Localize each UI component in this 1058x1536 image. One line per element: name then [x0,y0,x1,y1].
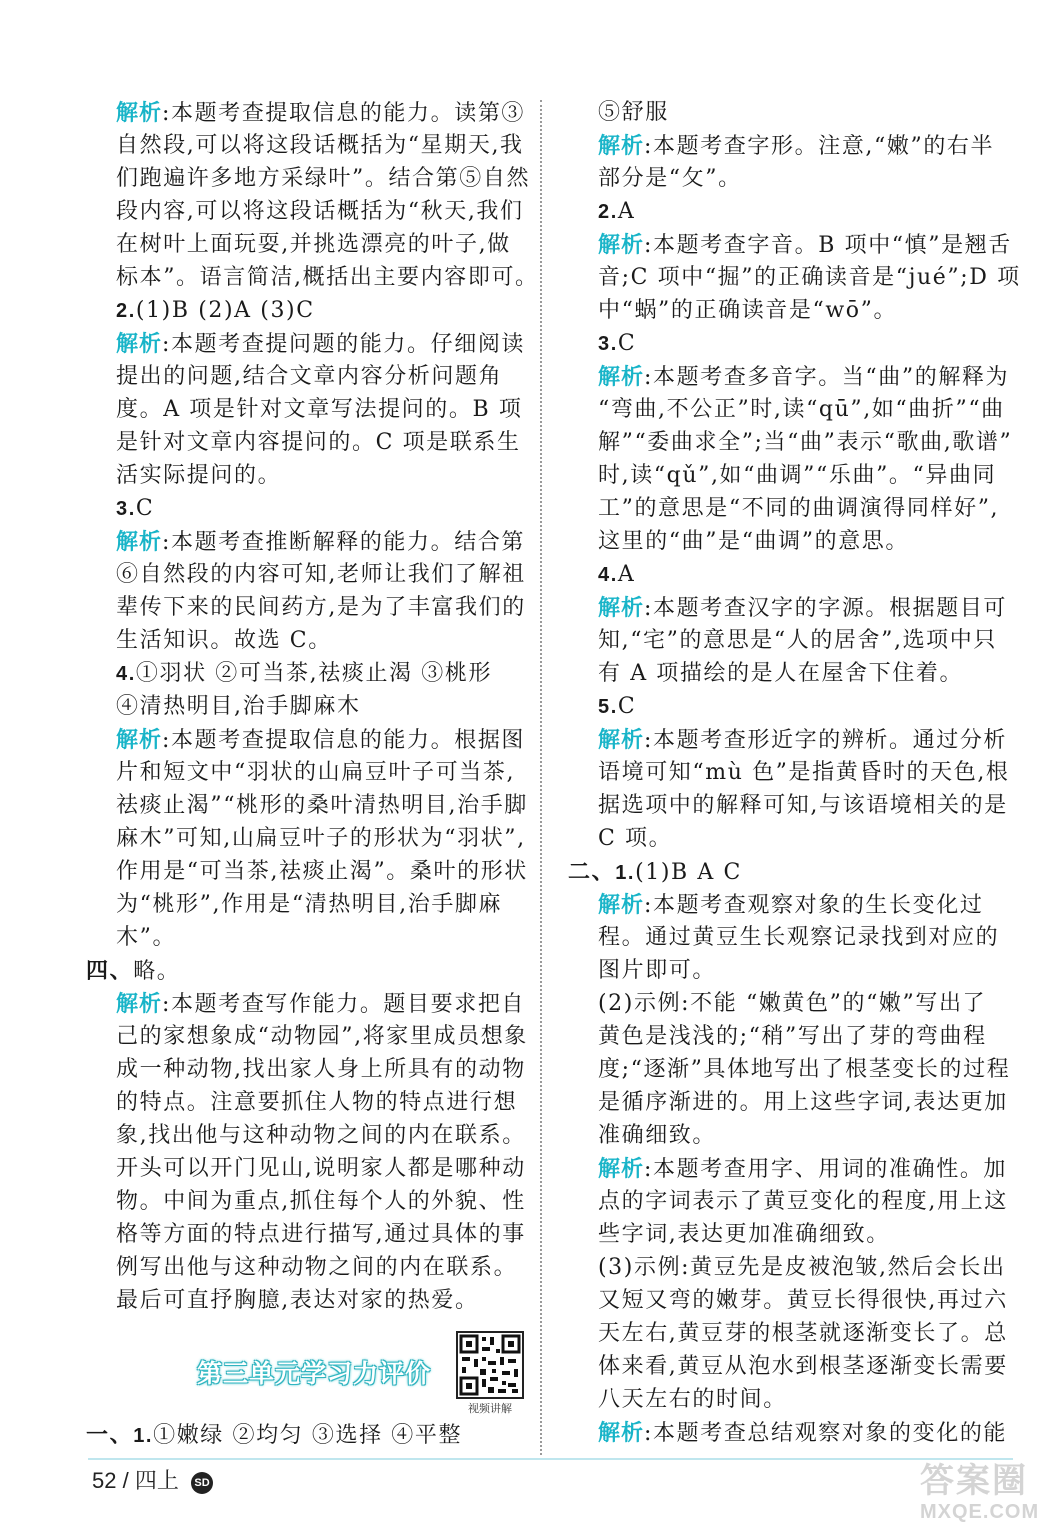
line-text: A [617,199,636,224]
section-number: 四、 [86,958,134,983]
analysis-keyword: 解析 [116,727,163,752]
analysis-keyword: 解析 [116,991,163,1016]
text-line [116,426,526,459]
analysis-keyword: 解析 [116,331,163,356]
text-line [598,1416,1010,1449]
line-text: 是针对文章内容提问的。C 项是联系生 [116,430,521,455]
text-line [598,195,1010,228]
text-line [116,1251,526,1284]
text-line [598,987,1010,1020]
line-text: 象,找出他与这种动物之间的内在联系。 [116,1123,526,1148]
text-line [116,129,526,162]
answer-number: 3. [116,498,136,520]
line-text: C 项。 [598,826,673,851]
line-text: ⑤舒服 [598,100,669,125]
line-text: :本题考查形近字的辨析。通过分析 [644,728,1008,753]
text-line [116,855,526,888]
text-line [568,855,1010,888]
line-text: 自然段,可以将这段话概括为“星期天,我 [116,133,524,158]
text-line [598,129,1010,162]
text-line [116,195,526,228]
line-text: 黄色是浅浅的;“稍”写出了芽的弯曲程 [598,1024,987,1049]
line-text: 己的家想象成“动物园”,将家里成员想象 [116,1024,528,1049]
line-text: 在树叶上面玩耍,并挑选漂亮的叶子,做 [116,232,511,257]
line-text: 八天左右的时间。 [598,1387,787,1412]
line-text: :本题考查多音字。当“曲”的解释为 [644,365,1010,390]
qr-label: 视频讲解 [468,1402,512,1415]
text-line [116,591,526,624]
line-text: 又短又弯的嫩芽。黄豆长得很快,再过六 [598,1288,1008,1313]
line-text: 音;C 项中“掘”的正确读音是“jué”;D 项 [598,265,1021,290]
text-line [598,690,1010,723]
watermark-bottom: MXQE.COM [920,1501,1040,1523]
text-line [116,492,526,525]
line-text: 木”。 [116,925,177,950]
text-line [598,822,1010,855]
analysis-keyword: 解析 [598,232,645,257]
line-text: :本题考查提取信息的能力。根据图 [162,728,526,753]
text-line [598,327,1010,360]
text-line [598,1086,1010,1119]
sd-badge: SD [191,1472,213,1494]
analysis-keyword: 解析 [598,1420,645,1445]
page-number: 52 [92,1468,117,1493]
text-line [116,162,531,195]
line-text: 准确细致。 [598,1123,717,1148]
watermark-top: 答案圈 [920,1462,1028,1500]
text-line [598,459,1010,492]
line-text: 些字词,表达更加准确细致。 [598,1222,890,1247]
line-text: :本题考查汉字的字源。根据题目可 [644,596,1008,621]
text-line [598,162,1010,195]
line-text: 知,“宅”的意思是“人的居舍”,选项中只 [598,628,997,653]
text-line [116,987,526,1020]
grade-label: 四上 [134,1468,179,1493]
line-text: “弯曲,不公正”时,读“qū”,如“曲折”“曲 [598,397,1005,422]
section-number: 一、 [86,1422,134,1447]
text-line [116,393,526,426]
text-line [598,1053,1010,1086]
line-text: ④清热明目,治手脚麻木 [116,694,361,719]
watermark [920,1462,1050,1532]
page-label [92,1466,213,1496]
text-line [116,327,526,360]
line-text: 格等方面的特点进行描写,通过具体的事 [116,1222,526,1247]
text-line [598,954,1010,987]
qr-code-icon[interactable] [456,1331,524,1399]
line-text: 们跑遍许多地方采绿叶”。结合第⑤自然 [116,166,531,191]
text-line [116,690,526,723]
line-text: C [617,694,637,719]
line-text: C [617,331,637,356]
text-line [598,558,1010,591]
line-text: 天左右,黄豆芽的根茎就逐渐变长了。总 [598,1321,1008,1346]
text-line [598,492,1010,525]
line-text: 作用是“可当茶,祛痰止渴”。桑叶的形状 [116,859,528,884]
line-text: 中“蜗”的正确读音是“wō”。 [598,298,898,323]
line-text: A [617,562,636,587]
text-line [116,228,526,261]
answer-number: 2. [116,300,136,322]
answer-number: 5. [598,696,618,718]
text-line [598,1383,1010,1416]
line-text: 部分是“攵”。 [598,166,742,191]
text-line [598,723,1010,756]
right-column [568,96,1021,1449]
text-line [116,921,526,954]
line-text: 最后可直抒胸臆,表达对家的热爱。 [116,1288,479,1313]
line-text: 解”“委曲求全”;当“曲”表示“歌曲,歌谱” [598,430,1013,455]
answer-number: 1. [615,862,636,884]
line-text: ①羽状 ②可当茶,祛痰止渴 ③桃形 [135,661,493,686]
text-line [116,789,526,822]
line-text: :本题考查字音。B 项中“慎”是翘舌 [644,233,1012,258]
answer-number: 3. [598,333,618,355]
line-text: :本题考查字形。注意,“嫩”的右半 [644,134,995,159]
text-line [116,96,526,129]
left-last-line [86,1418,462,1451]
line-text: 有 A 项描绘的是人在屋舍下住着。 [598,661,964,686]
text-line [86,954,526,987]
line-text: ⑥自然段的内容可知,老师让我们了解祖 [116,562,526,587]
line-text: 片和短文中“羽状的山扁豆叶子可当茶, [116,760,516,785]
line-text: 这里的“曲”是“曲调”的意思。 [598,529,909,554]
line-text: 略。 [133,959,181,984]
text-line [598,1218,1010,1251]
line-text: (1)B (2)A (3)C [135,298,315,323]
text-line [116,261,539,294]
text-line [598,789,1010,822]
line-text: 开头可以开门见山,说明家人都是哪种动 [116,1156,526,1181]
line-text: 标本”。语言简洁,概括出主要内容即可。 [116,265,539,290]
line-text: 图片即可。 [598,958,717,983]
text-line [116,624,526,657]
text-line [116,1152,526,1185]
line-text: 是循序渐进的。用上这些字词,表达更加 [598,1090,1008,1115]
left-column [86,96,539,1317]
line-text: 时,读“qǔ”,如“曲调”“乐曲”。“异曲同 [598,463,997,488]
text-line [116,822,526,855]
line-text: 工”的意思是“不同的曲调演得同样好”, [598,496,1000,521]
line-text: 为“桃形”,作用是“清热明目,治手脚麻 [116,892,503,917]
line-text: 生活知识。故选 C。 [116,628,332,653]
text-line [116,657,526,690]
line-text: 据选项中的解释可知,与该语境相关的是 [598,793,1008,818]
text-line [116,294,526,327]
text-line [116,723,526,756]
line-text: :本题考查推断解释的能力。结合第 [162,530,526,555]
line-text: 语境可知“mù 色”是指黄昏时的天色,根 [598,760,1010,785]
unit-title: 第三单元学习力评价 [196,1360,431,1388]
text-line [598,1284,1010,1317]
analysis-keyword: 解析 [598,364,645,389]
text-line [598,360,1010,393]
section-number: 二、 [568,859,616,884]
line-text: 的特点。注意要抓住人物的特点进行想 [116,1090,518,1115]
line-text: :本题考查提取信息的能力。读第③ [162,101,526,126]
line-text: 成一种动物,找出家人身上所具有的动物 [116,1057,526,1082]
text-line [598,294,1010,327]
line-text: :本题考查总结观察对象的变化的能 [644,1421,1008,1446]
text-line [116,1020,526,1053]
text-line [598,657,1010,690]
text-line [598,756,1010,789]
analysis-keyword: 解析 [116,529,163,554]
text-line [598,921,1010,954]
text-line [598,624,1010,657]
text-line [116,888,526,921]
text-line [116,1119,526,1152]
text-line [116,1086,526,1119]
line-text: 辈传下来的民间药方,是为了丰富我们的 [116,595,526,620]
qr-code-graphic [458,1333,522,1397]
line-text: 度;“逐渐”具体地写出了根茎变长的过程 [598,1057,1011,1082]
line-text: 活实际提问的。 [116,463,282,488]
line-text: 提出的问题,结合文章内容分析问题角 [116,364,503,389]
text-line [598,1185,1010,1218]
text-line [116,558,526,591]
line-text: C [135,496,155,521]
text-line [598,1317,1010,1350]
analysis-keyword: 解析 [598,595,645,620]
line-text: 度。A 项是针对文章写法提问的。B 项 [116,397,523,422]
text-line [598,1152,1010,1185]
text-line [598,888,1010,921]
page-separator: / [122,1468,129,1493]
text-line [116,1218,526,1251]
text-line [598,525,1010,558]
text-line [116,756,526,789]
answer-number: 4. [116,663,136,685]
line-text: (3)示例:黄豆先是皮被泡皱,然后会长出 [598,1255,1006,1280]
line-text: 点的字词表示了黄豆变化的程度,用上这 [598,1189,1008,1214]
text-line [598,1119,1010,1152]
text-line [598,393,1010,426]
text-line [116,525,526,558]
text-line [116,360,526,393]
analysis-keyword: 解析 [598,133,645,158]
analysis-keyword: 解析 [598,727,645,752]
line-text: 例写出他与这种动物之间的内在联系。 [116,1255,518,1280]
line-text: :本题考查用字、用词的准确性。加 [644,1157,1008,1182]
text-line [598,1251,1010,1284]
analysis-keyword: 解析 [116,100,163,125]
answer-number: 4. [598,564,618,586]
text-line [116,1053,526,1086]
analysis-keyword: 解析 [598,1156,645,1181]
text-line [116,1185,526,1218]
answer-number: 1. [133,1425,154,1447]
line-text: 物。中间为重点,抓住每个人的外貌、性 [116,1189,526,1214]
text-line [598,261,1021,294]
line-text: (1)B A C [635,860,742,885]
text-line [116,1284,526,1317]
answer-number: 2. [598,201,618,223]
text-line [598,1020,1010,1053]
text-line [598,96,1010,129]
text-line [598,426,1013,459]
answer-text: ①嫩绿 ②均匀 ③选择 ④平整 [153,1423,463,1448]
text-line [598,591,1010,624]
text-line [598,228,1010,261]
line-text: 祛痰止渴”“桃形的桑叶清热明目,治手脚 [116,793,528,818]
analysis-keyword: 解析 [598,892,645,917]
text-line [598,1350,1010,1383]
line-text: :本题考查写作能力。题目要求把自 [162,992,526,1017]
line-text: :本题考查观察对象的生长变化过 [644,893,984,918]
line-text: 段内容,可以将这段话概括为“秋天,我们 [116,199,524,224]
text-line [116,459,526,492]
line-text: 麻木”可知,山扁豆叶子的形状为“羽状”, [116,826,526,851]
column-divider [540,100,542,1455]
line-text: 体来看,黄豆从泡水到根茎逐渐变长需要 [598,1354,1008,1379]
line-text: (2)示例:不能 “嫩黄色”的“嫩”写出了 [598,991,987,1016]
line-text: :本题考查提问题的能力。仔细阅读 [162,332,526,357]
line-text: 程。通过黄豆生长观察记录找到对应的 [598,925,1000,950]
footer-rule [88,1458,1013,1460]
